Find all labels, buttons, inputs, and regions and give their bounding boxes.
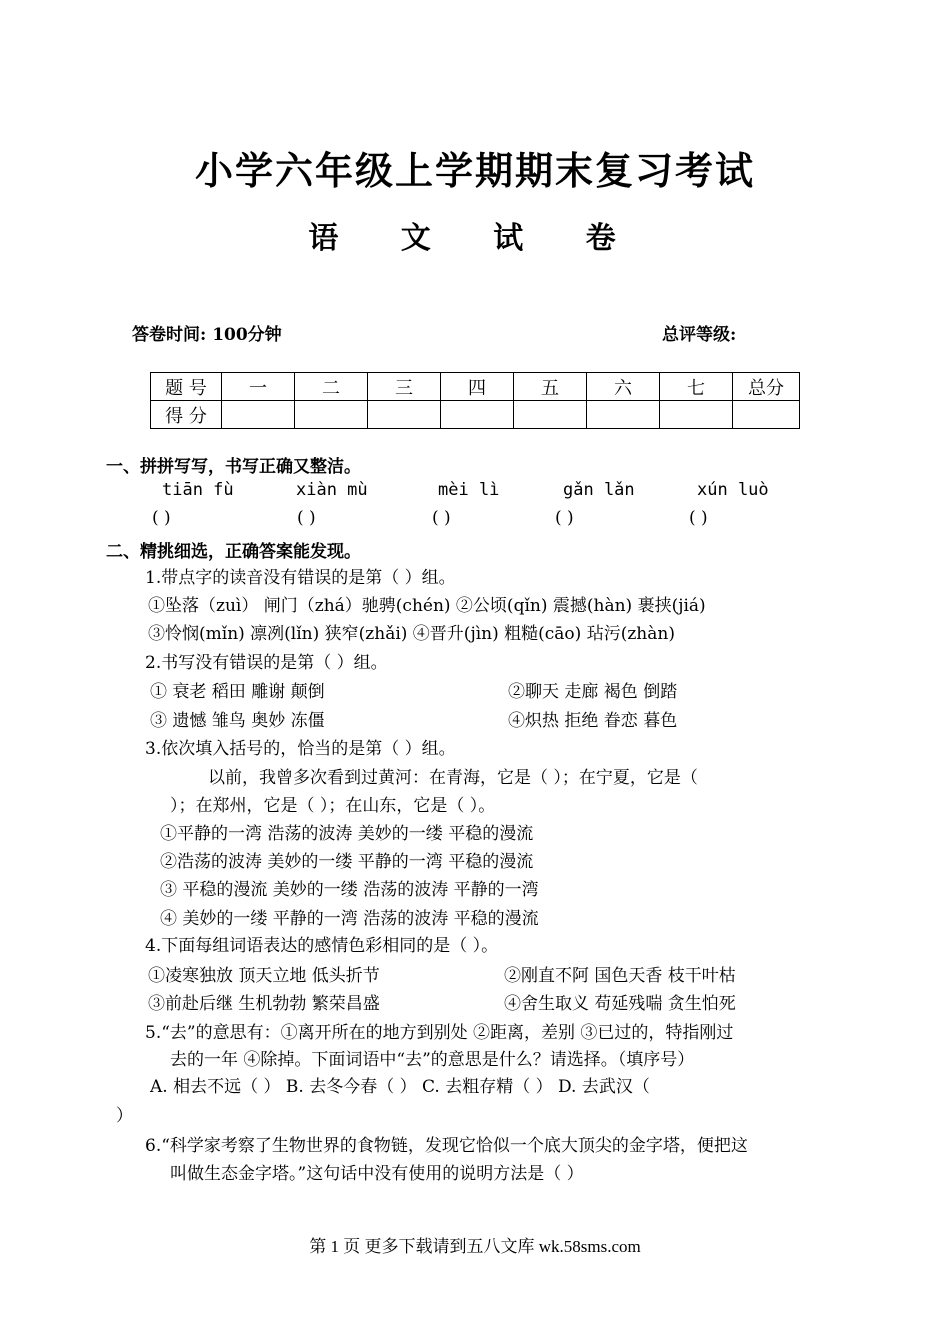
score-input-cell[interactable] (587, 401, 660, 429)
question-3-passage-line1: 以前，我曾多次看到过黄河：在青海，它是（ ）；在宁夏，它是（ (208, 768, 698, 788)
page-footer: 第 1 页 更多下载请到五八文库 wk.58sms.com (309, 1237, 641, 1256)
question-4-option-2: ②刚直不阿 国色天香 枝干叶枯 (504, 966, 736, 986)
score-cell: 六 (587, 373, 660, 401)
question-6-stem-line1: 6.“科学家考察了生物世界的食物链，发现它恰似一个底大顶尖的金字塔，便把这 (145, 1136, 748, 1156)
pinyin-2: xiàn mù (296, 480, 368, 500)
score-table-score-row (151, 401, 800, 429)
answer-blank-2[interactable]: ( ) (297, 508, 316, 528)
score-table-header-row (151, 373, 800, 401)
score-input-cell[interactable] (514, 401, 587, 429)
score-table (150, 372, 800, 429)
question-6-stem-line2: 叫做生态金字塔。”这句话中没有使用的说明方法是（ ） (170, 1164, 584, 1184)
question-3-option-4: ④ 美妙的一缕 平静的一湾 浩荡的波涛 平稳的漫流 (160, 909, 539, 929)
score-cell: 三 (368, 373, 441, 401)
score-cell: 七 (660, 373, 733, 401)
score-cell: 五 (514, 373, 587, 401)
question-1-options-line1: ①坠落（zuì） 闸门（zhá）驰骋(chén) ②公顷(qǐn) 震撼(hàn) 裹挟(jiá) (148, 596, 706, 616)
question-2-stem: 2.书写没有错误的是第（ ）组。 (145, 653, 388, 673)
pinyin-5: xún luò (697, 480, 769, 500)
question-4-stem: 4.下面每组词语表达的感情色彩相同的是（ ）。 (145, 936, 499, 956)
question-3-stem: 3.依次填入括号的，恰当的是第（ ）组。 (145, 739, 456, 759)
answer-blank-4[interactable]: ( ) (555, 508, 574, 528)
question-3-option-3: ③ 平稳的漫流 美妙的一缕 浩荡的波涛 平静的一湾 (160, 880, 539, 900)
score-cell: 总分 (733, 373, 800, 401)
score-input-cell[interactable] (368, 401, 441, 429)
answer-blank-3[interactable]: ( ) (432, 508, 451, 528)
question-3-passage-line2: ）；在郑州，它是（ ）；在山东，它是（ ）。 (170, 796, 496, 816)
answer-blank-5[interactable]: ( ) (689, 508, 708, 528)
score-input-cell[interactable] (295, 401, 368, 429)
question-4-option-3: ③前赴后继 生机勃勃 繁荣昌盛 (148, 994, 380, 1014)
overall-grade-label: 总评等级: (662, 325, 737, 345)
section2-heading: 二、精挑细选，正确答案能发现。 (106, 542, 361, 562)
section1-heading: 一、拼拼写写，书写正确又整洁。 (106, 457, 361, 477)
score-row-label: 得 分 (151, 401, 222, 429)
score-cell: 二 (295, 373, 368, 401)
score-input-cell[interactable] (733, 401, 800, 429)
score-input-cell[interactable] (222, 401, 295, 429)
question-2-option-2: ②聊天 走廊 褐色 倒踏 (508, 682, 678, 702)
question-2-option-3: ③ 遗憾 雏鸟 奥妙 冻僵 (150, 711, 325, 731)
question-2-option-4: ④炽热 拒绝 眷恋 暮色 (508, 711, 678, 731)
score-input-cell[interactable] (660, 401, 733, 429)
question-5-stem-line1: 5.“去”的意思有：①离开所在的地方到别处 ②距离，差别 ③已过的，特指刚过 (145, 1023, 734, 1043)
question-3-option-1: ①平静的一湾 浩荡的波涛 美妙的一缕 平稳的漫流 (160, 824, 534, 844)
score-cell: 题 号 (151, 373, 222, 401)
question-5-stem-line2: 去的一年 ④除掉。下面词语中“去”的意思是什么？请选择。（填序号） (170, 1050, 695, 1070)
question-5-options: A. 相去不远（ ） B. 去冬今春（ ） C. 去粗存精（ ） D. 去武汉（ (150, 1077, 650, 1097)
pinyin-3: mèi lì (438, 480, 500, 500)
score-input-cell[interactable] (441, 401, 514, 429)
page-subtitle: 语 文 试 卷 (308, 221, 642, 256)
score-cell: 一 (222, 373, 295, 401)
page-title: 小学六年级上学期期末复习考试 (194, 148, 755, 193)
question-2-option-1: ① 衰老 稻田 雕谢 颠倒 (150, 682, 325, 702)
question-4-option-4: ④舍生取义 苟延残喘 贪生怕死 (504, 994, 736, 1014)
question-5-options-tail: ） (116, 1106, 133, 1126)
pinyin-1: tiān fù (162, 480, 234, 500)
question-1-stem: 1.带点字的读音没有错误的是第（ ）组。 (145, 568, 456, 588)
pinyin-4: gǎn lǎn (563, 480, 635, 500)
question-1-options-line2: ③怜悯(mǐn) 凛冽(lǐn) 狭窄(zhǎi) ④晋升(jìn) 粗糙(cāo) 玷污(zhàn) (148, 624, 675, 644)
score-cell: 四 (441, 373, 514, 401)
answer-blank-1[interactable]: ( ) (152, 508, 171, 528)
exam-time-label: 答卷时间: 100分钟 (132, 325, 282, 345)
question-3-option-2: ②浩荡的波涛 美妙的一缕 平静的一湾 平稳的漫流 (160, 852, 534, 872)
question-4-option-1: ①凌寒独放 顶天立地 低头折节 (148, 966, 380, 986)
